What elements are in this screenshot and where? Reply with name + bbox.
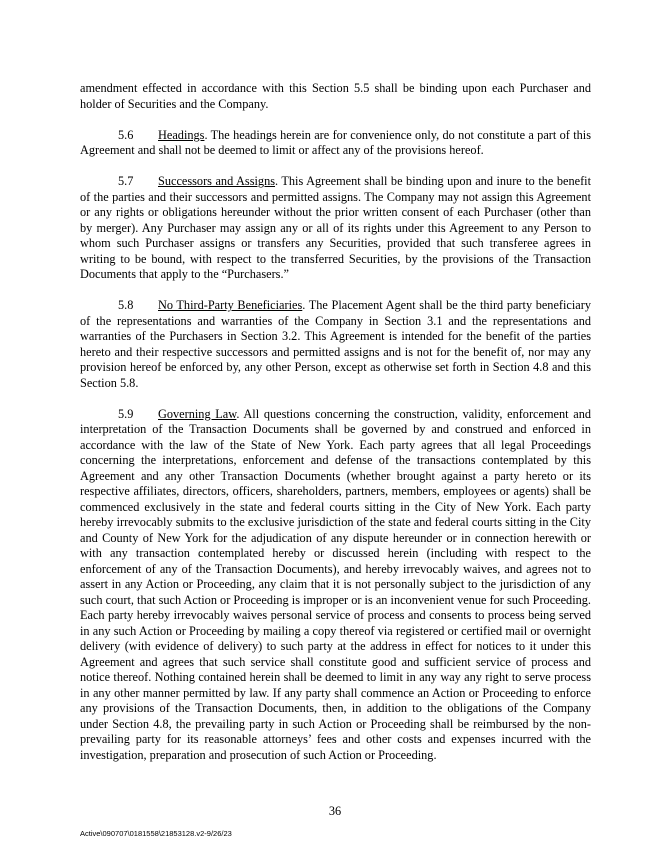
- section-5-8: [80, 298, 591, 391]
- section-heading: Successors and Assigns: [158, 174, 276, 189]
- section-5-6: [80, 128, 591, 159]
- page-number: 36: [328, 804, 342, 818]
- section-heading: Governing Law: [158, 406, 237, 421]
- section-text: . The Placement Agent shall be the third party beneficiary of the representations and warranties of the Company in Section 3.1 and the representations and warranties of the Purchasers in Section 3.2. This Agreement is intended for the benefit of the parties hereto and their respective successors and permitted assigns and is not for the benefit of, nor may any provision hereof be enforced by, any other Person, except as otherwise set forth in Section 4.8 and this Section 5.8.: [80, 298, 591, 390]
- section-text: . All questions concerning the construction, validity, enforcement and interpretation of the Transaction Documents shall be governed by and construed and enforced in accordance with the law of the State of New York. Each party agrees that all legal Proceedings concerning the interpretations, enforcement and defense of the transactions contemplated by this Agreement and any other Transaction Documents (whether brought against a party hereto or its respective affiliates, directors, officers, shareholders, partners, members, employees or agents) shall be commenced exclusively in the state and federal courts sitting in the City of New York. Each party hereby irrevocably submits to the exclusive jurisdiction of the state and federal courts sitting in the City and County of New York for the adjudication of any dispute hereunder or in connection herewith or with any transaction contemplated hereby or discussed herein (including with respect to the enforcement of any of the Transaction Documents), and hereby irrevocably waives, and agrees not to assert in any Action or Proceeding, any claim that it is not personally subject to the jurisdiction of any such court, that such Action or Proceeding is improper or is an inconvenient venue for such Proceeding. Each party hereby irrevocably waives personal service of process and consents to process being served in any such Action or Proceeding by mailing a copy thereof via registered or certified mail or overnight delivery (with evidence of delivery) to such party at the address in effect for notices to it under this Agreement and agrees that such service shall constitute good and sufficient service of process and notice thereof. Nothing contained herein shall be deemed to limit in any way any right to serve process in any other manner permitted by law. If any party shall commence an Action or Proceeding to enforce any provisions of the Transaction Documents, then, in addition to the obligations of the Company under Section 4.8, the prevailing party in such Action or Proceeding shall be reimbursed by the non-prevailing party for its reasonable attorneys’ fees and other costs and expenses incurred with the investigation, preparation and prosecution of such Action or Proceeding.: [80, 406, 592, 762]
- section-5-9: [80, 407, 591, 764]
- section-number: 5.8: [118, 298, 134, 313]
- section-text: . This Agreement shall be binding upon and inure to the benefit of the parties and their successors and permitted assigns. The Company may not assign this Agreement or any rights or obligations hereunder without the prior written consent of each Purchaser (other than by merger). Any Purchaser may assign any or all of its rights under this Agreement to any Person to whom such Purchaser assigns or transfers any Securities, provided that such transferee agrees in writing to be bound, with respect to the transferred Securities, by the provisions of the Transaction Documents that apply to the “Purchasers.”: [80, 174, 592, 282]
- section-5-7: [80, 174, 591, 283]
- section-text: . The headings herein are for convenience only, do not constitute a part of this Agreement and shall not be deemed to limit or affect any of the provisions hereof.: [80, 127, 591, 158]
- section-number: 5.6: [118, 127, 134, 142]
- continuation-paragraph: amendment effected in accordance with this Section 5.5 shall be binding upon each Purchaser and holder of Securities and the Company.: [80, 81, 591, 111]
- section-number: 5.9: [118, 406, 134, 421]
- section-heading: No Third-Party Beneficiaries: [158, 298, 303, 313]
- section-heading: Headings: [158, 127, 205, 142]
- document-footer-id: Active\090707\0181558\21853128.v2-9/26/23: [80, 829, 232, 838]
- section-number: 5.7: [118, 174, 134, 189]
- document-body: [80, 81, 591, 779]
